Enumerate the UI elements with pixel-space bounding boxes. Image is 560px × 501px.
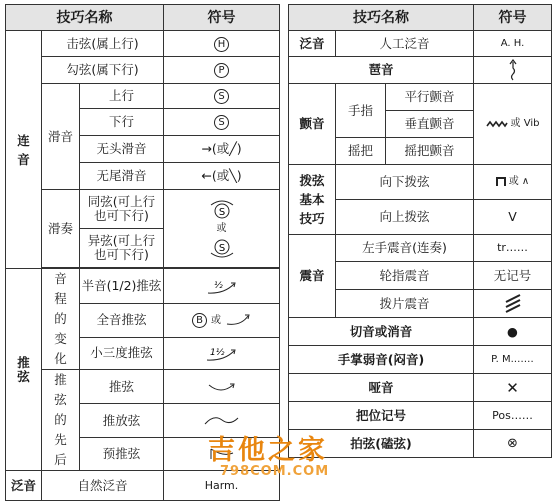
- svg-text:½: ½: [213, 280, 223, 291]
- group-fanyin-right: 泛音: [289, 31, 336, 57]
- tremolo-slashes-icon: [504, 293, 522, 315]
- third-bend-icon: [204, 343, 240, 363]
- sub-shouzhi: 手指: [336, 84, 386, 138]
- symbol-glissando: [164, 190, 280, 268]
- downstroke-icon: [496, 177, 506, 186]
- symbol-none: 无记号: [474, 262, 552, 290]
- symbol-arpeggio: [474, 57, 552, 84]
- symbol-ah: A. H.: [474, 31, 552, 57]
- row-tuifang: 推放弦: [80, 404, 164, 437]
- symbol-tremolo: [474, 290, 552, 318]
- svg-text:S: S: [218, 206, 225, 218]
- row-jixian: 击弦(属上行): [42, 31, 164, 57]
- left-header-symbol: 符号: [164, 5, 280, 31]
- sub-yaoba: 摇把: [336, 138, 386, 165]
- row-tongxian: 同弦(可上行也可下行): [80, 190, 164, 229]
- group-boxian: 拨弦基本技巧: [289, 165, 336, 235]
- symbol-pos: Pos……: [474, 402, 552, 430]
- group-chanyin: 颤音: [289, 84, 336, 165]
- slur-s-icon: [209, 199, 235, 221]
- symbol-harm: Harm.: [164, 471, 280, 501]
- subgroup-tuixian-xianhou: 推弦的先后: [42, 370, 80, 471]
- symbol-pull: P: [164, 57, 280, 84]
- subgroup-yincheng: 音程的变化: [42, 269, 80, 370]
- symbol-prebend: [164, 437, 280, 470]
- arpeggio-arrow-icon: [508, 59, 518, 81]
- group-tuixian: 推弦: [6, 269, 42, 471]
- symbol-hammer: H: [164, 31, 280, 57]
- vibrato-wave-icon: [486, 120, 508, 128]
- row-yutui: 预推弦: [80, 437, 164, 470]
- symbol-pm: P. M.……: [474, 346, 552, 374]
- watermark-logo: 吉他之家 798COM.COM: [208, 435, 330, 479]
- row-shouzhang: 手掌弱音(闷音): [289, 346, 474, 374]
- row-wutou: 无头滑音: [80, 136, 164, 163]
- symbol-slide-up: S: [164, 84, 280, 109]
- symbol-half-bend: [164, 269, 280, 304]
- subgroup-huayin: 滑音: [42, 84, 80, 190]
- row-ziran-fanyin: 自然泛音: [42, 471, 164, 501]
- row-xiangshang: 向上拨弦: [336, 200, 474, 235]
- svg-text:S: S: [218, 242, 225, 254]
- symbol-no-tail-slide: ←(或╲): [164, 163, 280, 190]
- symbol-staccato: ●: [474, 318, 552, 346]
- symbol-trill: tr……: [474, 235, 552, 262]
- svg-text:1½: 1½: [209, 348, 224, 359]
- left-technique-table: [5, 4, 280, 501]
- row-banyin: 半音(1/2)推弦: [80, 269, 164, 304]
- row-bawei: 把位记号: [289, 402, 474, 430]
- symbol-no-head-slide: →(或╱): [164, 136, 280, 163]
- symbol-bend: [164, 370, 280, 404]
- row-chuizhi: 垂直颤音: [386, 111, 474, 138]
- left-header-name: 技巧名称: [6, 5, 164, 31]
- bend-arrow-icon: [225, 313, 251, 327]
- row-rengong-fanyin: 人工泛音: [336, 31, 474, 57]
- row-pinyin: 琶音: [289, 57, 474, 84]
- row-xiangxia: 向下拨弦: [336, 165, 474, 200]
- row-yayin: 哑音: [289, 374, 474, 402]
- row-tuixian: 推弦: [80, 370, 164, 404]
- row-xiaosandu: 小三度推弦: [80, 337, 164, 369]
- row-pingxing: 平行颤音: [386, 84, 474, 111]
- bend-release-icon: [202, 412, 242, 430]
- group-lianyin: 连音: [6, 31, 42, 269]
- bend-curve-icon: [205, 379, 239, 395]
- row-shangxing: 上行: [80, 84, 164, 109]
- row-yixian: 异弦(可上行也可下行): [80, 229, 164, 268]
- prebend-icon: [205, 445, 239, 463]
- row-wuwei: 无尾滑音: [80, 163, 164, 190]
- subgroup-huazou: 滑奏: [42, 190, 80, 268]
- symbol-minor-third-bend: [164, 337, 280, 369]
- row-lunzhi: 轮指震音: [336, 262, 474, 290]
- row-paixian: 拍弦(磕弦): [289, 430, 474, 458]
- row-qieyin: 切音或消音: [289, 318, 474, 346]
- symbol-slide-down: S: [164, 109, 280, 136]
- row-bopian: 拨片震音: [336, 290, 474, 318]
- symbol-bend-release: [164, 404, 280, 437]
- symbol-downstroke: 或 ∧: [474, 165, 552, 200]
- symbol-vibrato: 或 Vib: [474, 84, 552, 165]
- row-gouxian: 勾弦(属下行): [42, 57, 164, 84]
- symbol-full-bend: B 或: [164, 303, 280, 337]
- half-bend-icon: [204, 276, 240, 296]
- row-quanyin: 全音推弦: [80, 303, 164, 337]
- group-zhenyin: 震音: [289, 235, 336, 318]
- symbol-dead-note: ✕: [474, 374, 552, 402]
- symbol-upstroke: V: [474, 200, 552, 235]
- group-fanyin: 泛音: [6, 471, 42, 501]
- right-header-symbol: 符号: [474, 5, 552, 31]
- symbol-slap: ⊗: [474, 430, 552, 458]
- right-technique-table: [288, 4, 552, 458]
- right-header-name: 技巧名称: [289, 5, 474, 31]
- row-yaoba-chanyin: 摇把颤音: [386, 138, 474, 165]
- row-xiaxing: 下行: [80, 109, 164, 136]
- row-zuoshou-zhenyin: 左手震音(连奏): [336, 235, 474, 262]
- or-label: 或: [216, 222, 227, 234]
- slur-s-icon: [209, 237, 235, 259]
